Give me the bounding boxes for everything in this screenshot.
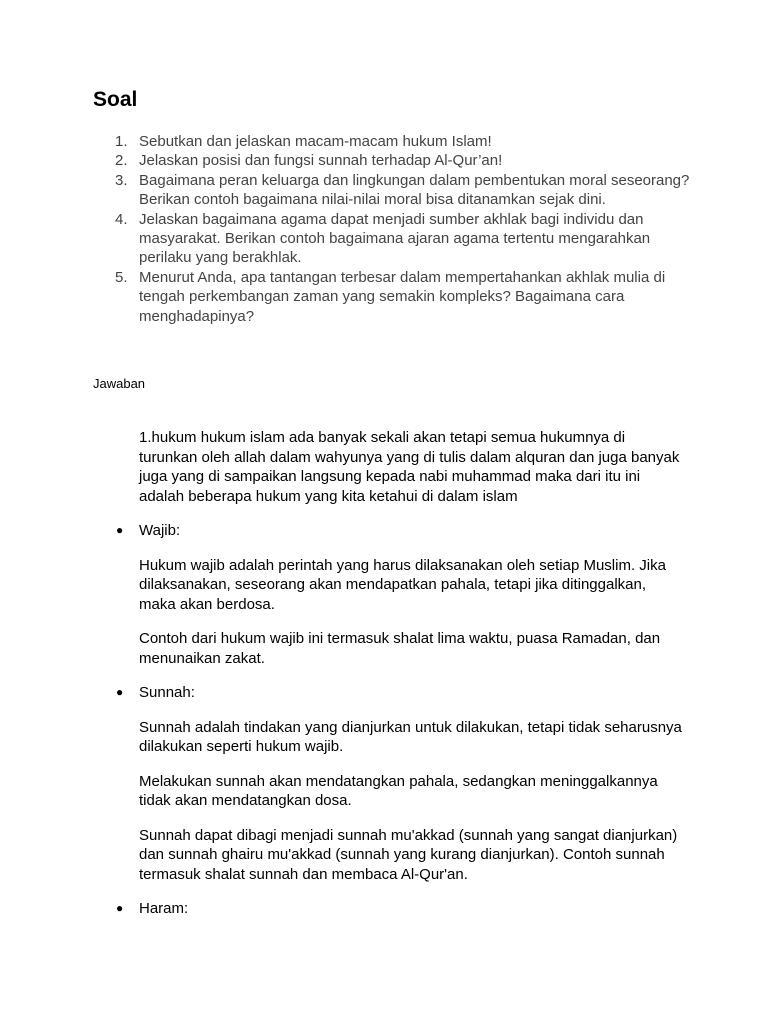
question-text: Jelaskan posisi dan fungsi sunnah terhadap Al-Qur’an!: [139, 152, 503, 170]
answer-body: [116, 428, 684, 919]
page-title: Soal: [93, 88, 138, 111]
bullet-icon: ●: [116, 685, 124, 699]
bullet-heading-text: Sunnah:: [139, 684, 195, 701]
question-number: 1.: [115, 133, 128, 150]
answer-section-label: Jawaban: [93, 376, 146, 391]
question-list: [93, 132, 693, 326]
question-text: Jelaskan bagaimana agama dapat menjadi sumber akhlak bagi individu dan masyarakat. Berikan contoh bagaimana ajaran agama tertentu mengarahkan perilaku yang berakhlak.: [139, 210, 651, 267]
sunnah-paragraph-2: Melakukan sunnah akan mendatangkan pahala, sedangkan meninggalkannya tidak akan mendatangkan dosa.: [139, 772, 658, 809]
question-item: [93, 132, 693, 151]
question-item: [93, 171, 693, 210]
bullet-heading-wajib: [116, 521, 684, 541]
bullet-icon: ●: [116, 901, 124, 915]
bullet-heading-text: Haram:: [139, 900, 189, 917]
answer-intro: 1.hukum hukum islam ada banyak sekali akan tetapi semua hukumnya di turunkan oleh allah dalam wahyunya yang di tulis dalam alquran dan juga banyak juga yang di sampaikan langsung kepada nabi muhammad maka dari itu ini adalah beberapa hukum yang kita ketahui di dalam islam: [139, 429, 680, 505]
question-number: 4.: [115, 210, 128, 228]
wajib-paragraph-2: Contoh dari hukum wajib ini termasuk shalat lima waktu, puasa Ramadan, dan menunaikan zakat.: [139, 630, 661, 667]
bullet-heading-text: Wajib:: [139, 522, 181, 539]
bullet-heading-sunnah: [116, 683, 684, 703]
question-item: [93, 151, 693, 170]
question-item: [93, 210, 693, 268]
sunnah-paragraph-3: Sunnah dapat dibagi menjadi sunnah mu'akkad (sunnah yang sangat dianjurkan) dan sunnah ghairu mu'akkad (sunnah yang kurang dianjurkan). Contoh sunnah termasuk shalat sunnah dan membaca Al-Qur'an.: [139, 826, 678, 883]
question-number: 5.: [115, 268, 128, 286]
question-text: Menurut Anda, apa tantangan terbesar dalam mempertahankan akhlak mulia di tengah perkembangan zaman yang semakin kompleks? Bagaimana cara menghadapinya?: [139, 268, 666, 325]
bullet-icon: ●: [116, 523, 124, 537]
wajib-paragraph-1: Hukum wajib adalah perintah yang harus dilaksanakan oleh setiap Muslim. Jika dilaksanakan, seseorang akan mendapatkan pahala, tetapi jika ditinggalkan, maka akan berdosa.: [139, 556, 666, 613]
sunnah-paragraph-1: Sunnah adalah tindakan yang dianjurkan untuk dilakukan, tetapi tidak seharusnya dilakukan seperti hukum wajib.: [139, 718, 682, 755]
question-text: Sebutkan dan jelaskan macam-macam hukum Islam!: [139, 133, 492, 150]
question-item: [93, 268, 693, 326]
bullet-heading-haram: [116, 899, 684, 919]
question-number: 3.: [115, 171, 128, 189]
question-number: 2.: [115, 152, 128, 170]
question-text: Bagaimana peran keluarga dan lingkungan dalam pembentukan moral seseorang? Berikan contoh bagaimana nilai-nilai moral bisa ditanamkan sejak dini.: [139, 171, 690, 209]
